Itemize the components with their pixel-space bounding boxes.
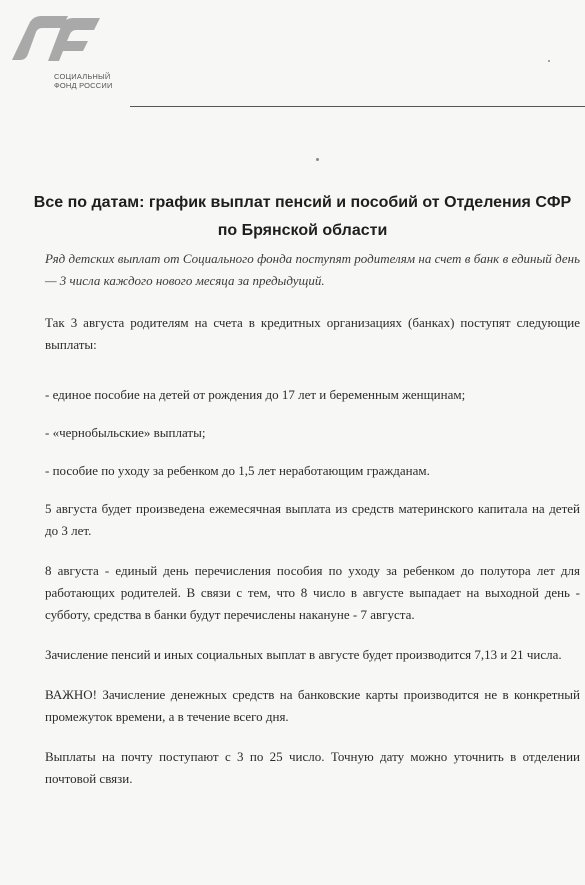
logo-wordmark	[54, 72, 113, 90]
header-divider	[130, 106, 585, 107]
sfr-logo	[10, 10, 140, 90]
page-title	[30, 189, 575, 245]
sfr-logo-mark-icon	[10, 10, 105, 70]
scan-speck	[316, 158, 319, 161]
list-item: - единое пособие на детей от рождения до 17 лет и беременным женщинам;	[45, 387, 466, 402]
title-line-1: Все по датам: график выплат пенсий и пособий от Отделения СФР	[33, 193, 572, 211]
scan-speck	[548, 60, 550, 62]
list-item: - пособие по уходу за ребенком до 1,5 лет неработающим гражданам.	[45, 463, 430, 478]
logo-line-1: СОЦИАЛЬНЫЙ	[54, 72, 111, 81]
paragraph-august-5: 5 августа будет произведена ежемесячная выплата из средств материнского капитала на детей до 3 лет.	[45, 501, 580, 538]
list-item: - «чернобыльские» выплаты;	[45, 425, 206, 440]
document-body	[45, 248, 580, 790]
paragraph-pensions: Зачисление пенсий и иных социальных выплат в августе будет производится 7,13 и 21 числа.	[45, 647, 562, 662]
paragraph-important: ВАЖНО! Зачисление денежных средств на банковские карты производится не в конкретный промежуток времени, а в течение всего дня.	[45, 687, 580, 724]
paragraph-august-3: Так 3 августа родителям на счета в кредитных организациях (банках) поступят следующие выплаты:	[45, 315, 580, 352]
paragraph-post: Выплаты на почту поступают с 3 по 25 число. Точную дату можно уточнить в отделении почтовой связи.	[45, 749, 580, 786]
intro-paragraph: Ряд детских выплат от Социального фонда поступят родителям на счет в банк в единый день — 3 числа каждого нового месяца за предыдущий.	[45, 251, 580, 288]
logo-line-2: ФОНД РОССИИ	[54, 81, 113, 90]
title-line-2: по Брянской области	[217, 221, 388, 239]
paragraph-august-8: 8 августа - единый день перечисления пособия по уходу за ребенком до полутора лет для работающих родителей. В связи с тем, что 8 число в августе выпадает на выходной день - субботу, средства в банки будут перечислены накануне - 7 августа.	[45, 563, 580, 622]
